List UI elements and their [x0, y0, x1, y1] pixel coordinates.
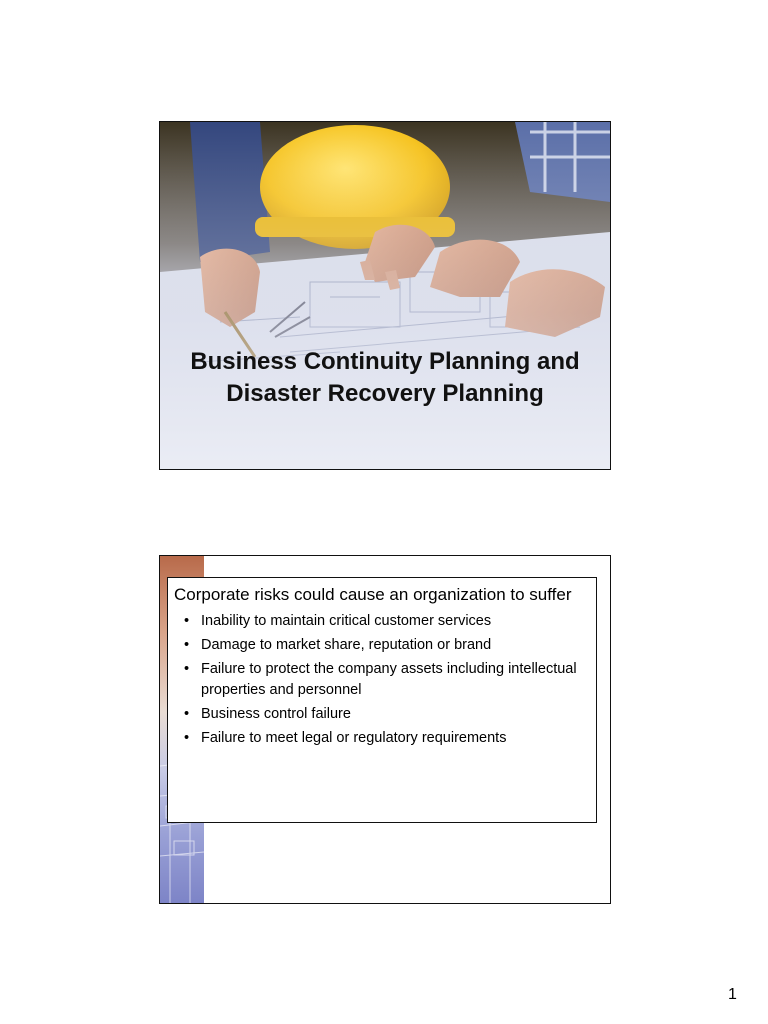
list-item-text: Business control failure — [201, 706, 351, 722]
page-number: 1 — [728, 986, 737, 1003]
slide-title-line-1: Business Continuity Planning and — [190, 348, 580, 375]
list-item — [182, 659, 588, 701]
bullet-icon: • — [184, 661, 190, 677]
content-slide — [159, 555, 611, 904]
list-item — [182, 635, 588, 656]
slide-heading: Corporate risks could cause an organization to suffer — [174, 585, 572, 604]
list-item-text: Failure to protect the company assets including intellectual properties and personnel — [201, 661, 577, 698]
list-item — [182, 728, 588, 749]
content-box — [167, 577, 597, 823]
bullet-list — [174, 611, 588, 749]
title-slide — [159, 121, 611, 470]
list-item-text: Damage to market share, reputation or brand — [201, 637, 492, 653]
slide-title — [160, 346, 610, 410]
bullet-icon: • — [184, 706, 190, 722]
bullet-icon: • — [184, 637, 190, 653]
list-item — [182, 704, 588, 725]
blueprint-photo — [160, 122, 610, 469]
list-item-text: Inability to maintain critical customer services — [201, 613, 492, 629]
list-item — [182, 611, 588, 632]
list-item-text: Failure to meet legal or regulatory requirements — [201, 730, 507, 746]
slide-title-line-2: Disaster Recovery Planning — [226, 380, 544, 407]
bullet-icon: • — [184, 613, 190, 629]
bullet-icon: • — [184, 730, 190, 746]
